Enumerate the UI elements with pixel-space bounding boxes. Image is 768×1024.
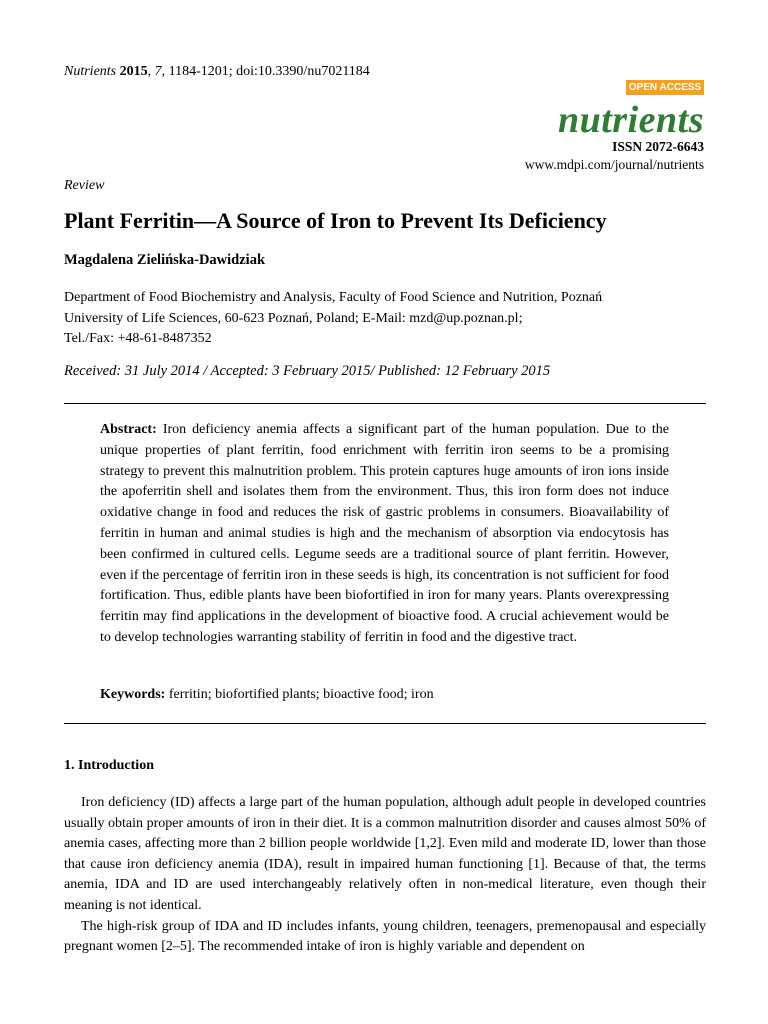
- affiliation-line: Tel./Fax: +48-61-8487352: [64, 331, 212, 346]
- citation-volume: 7: [154, 64, 162, 79]
- abstract: [100, 420, 669, 649]
- citation-line: Nutrients 2015, 7, 1184-1201; doi:10.3390/nu7021184: [64, 64, 370, 79]
- article-title: Plant Ferritin—A Source of Iron to Prevent Its Deficiency: [64, 208, 607, 233]
- affiliation-line: University of Life Sciences, 60-623 Poznań, Poland; E-Mail: mzd@up.poznan.pl;: [64, 310, 523, 326]
- abstract-label: Abstract:: [100, 422, 157, 437]
- body-text: [64, 793, 706, 958]
- journal-name: Nutrients: [64, 64, 117, 79]
- paragraph: The high-risk group of IDA and ID includes infants, young children, teenagers, premenopausal and especially pregnant women [2–5]. The recommended intake of iron is highly variable and dependent on: [64, 918, 706, 955]
- keywords-label: Keywords:: [100, 687, 166, 702]
- abstract-text: Iron deficiency anemia affects a significant part of the human population. Due to the unique properties of plant ferritin, food enrichment with ferritin iron seems to be a promising strategy to prevent this malnutrition problem. This protein captures huge amounts of iron ions inside the apoferritin shell and isolates them from the environment. Thus, this iron form does not induce oxidative change in food and reduces the risk of gastric problems in consumers. Bioavailability of ferritin in human and animal studies is high and the mechanism of absorption via endocytosis has been confirmed in cultured cells. Legume seeds are a traditional source of plant ferritin. However, even if the percentage of ferritin iron in these seeds is high, its concentration is not sufficient for food fortification. Thus, edible plants have been biofortified in iron for many years. Plants overexpressing ferritin may find applications in the development of bioactive food. A crucial achievement would be to develop technologies warranting stability of ferritin in food and the digestive tract.: [100, 422, 670, 645]
- citation-year: 2015: [119, 64, 148, 79]
- journal-logo: nutrients: [557, 99, 704, 141]
- author-name: Magdalena Zielińska-Dawidziak: [64, 252, 266, 268]
- affiliation-line: Department of Food Biochemistry and Analysis, Faculty of Food Science and Nutrition, Poznań: [64, 290, 603, 305]
- publication-dates: Received: 31 July 2014 / Accepted: 3 February 2015/ Published: 12 February 2015: [64, 363, 551, 379]
- article-type: Review: [64, 178, 105, 193]
- divider-bottom: [64, 723, 706, 724]
- paragraph: Iron deficiency (ID) affects a large part of the human population, although adult people in developed countries usually obtain proper amounts of iron in their diet. It is a common malnutrition disorder and causes almost 50% of anemia cases, affecting more than 2 billion people worldwide [1,2]. Even mild and moderate ID, lower than those that cause iron deficiency anemia (IDA), result in impaired human functioning [1]. Because of that, the terms anemia, IDA and ID are used interchangeably relatively often in non-medical literature, even though their meaning is not identical.: [64, 795, 706, 913]
- divider-top: [64, 403, 706, 404]
- keywords-text: ferritin; biofortified plants; bioactive food; iron: [168, 687, 434, 702]
- citation-pages-doi: 1184-1201; doi:10.3390/nu7021184: [168, 64, 370, 79]
- section-heading: 1. Introduction: [64, 758, 154, 773]
- affiliation: [64, 288, 714, 350]
- issn: ISSN 2072-6643: [612, 139, 704, 154]
- journal-url[interactable]: www.mdpi.com/journal/nutrients: [524, 157, 704, 172]
- open-access-badge: OPEN ACCESS: [626, 80, 704, 95]
- keywords: [100, 685, 669, 705]
